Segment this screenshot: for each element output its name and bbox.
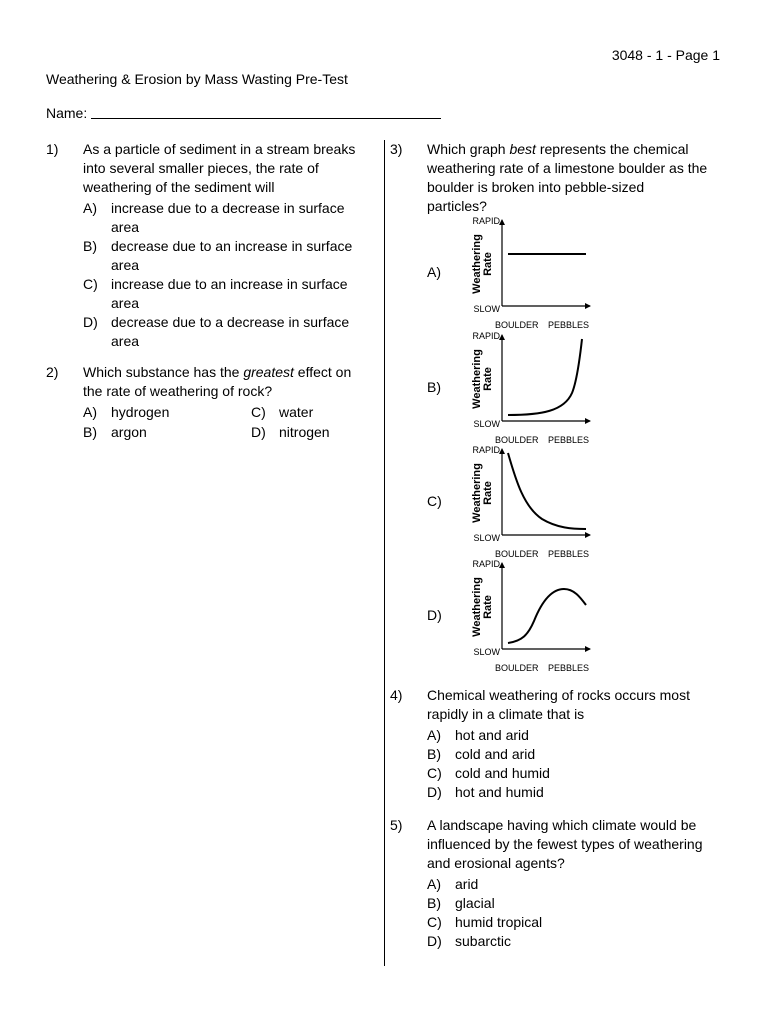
page-number: 3048 - 1 - Page 1 [611,47,720,63]
y-axis-top-label: RAPID [472,445,500,455]
answer-options [427,726,550,802]
axis-arrowheads [499,448,591,538]
y-axis-top-label: RAPID [472,216,500,226]
question-text: As a particle of sediment in a stream breaks into several smaller pieces, the rate of weathering of the sediment will [83,141,356,195]
question-number: 2) [46,364,59,380]
x-axis-right-label: PEBBLES [548,663,590,673]
option-d[interactable]: D) subarctic [427,933,512,949]
question-text: Which graph best represents the chemical weathering rate of a limestone boulder as the boulder is broken into pebble-sized particles? [427,141,708,214]
answer-options [83,199,352,351]
x-axis-left-label: BOULDER [495,663,539,673]
graph-option-a[interactable] [427,216,607,338]
y-axis-bottom-label: SLOW [473,533,500,543]
y-axis-bottom-label: SLOW [473,304,500,314]
option-d[interactable]: D) decrease due to a decrease in surface area [83,314,350,349]
question-text: Which substance has the greatest effect on the rate of weathering of rock? [83,364,352,399]
option-a[interactable]: A) hydrogen [83,404,170,420]
axis-arrowheads [499,562,591,652]
question-number: 5) [390,817,403,833]
axis-arrowheads [499,219,591,309]
weathering-rate-graph [457,331,597,453]
x-axis-right-label: PEBBLES [548,435,590,445]
option-b[interactable]: B) decrease due to an increase in surface area [83,238,353,273]
y-axis-label: WeatheringRate [471,234,494,294]
option-c[interactable]: C) cold and humid [427,765,550,781]
page-title: Weathering & Erosion by Mass Wasting Pre-Test [46,71,348,87]
graph-letter: B) [427,379,441,395]
y-axis-top-label: RAPID [472,331,500,341]
question-number: 1) [46,141,59,157]
question-number: 4) [390,687,403,703]
graph-option-d[interactable] [427,559,607,681]
option-a[interactable]: A) arid [427,876,479,892]
option-b[interactable]: B) cold and arid [427,746,536,762]
graph-axes [502,220,590,306]
name-blank-line[interactable] [91,104,441,119]
graph-letter: D) [427,607,442,623]
graph-option-c[interactable] [427,445,607,567]
graph-letter: A) [427,264,441,280]
x-axis-left-label: BOULDER [495,549,539,559]
option-c[interactable]: C) water [251,404,314,420]
name-label: Name: [46,105,88,121]
option-a[interactable]: A) hot and arid [427,727,529,743]
option-c[interactable]: C) increase due to an increase in surface area [83,276,348,311]
graph-option-b[interactable] [427,331,607,453]
option-b[interactable]: B) glacial [427,895,495,911]
rate-curve [508,589,586,643]
y-axis-top-label: RAPID [472,559,500,569]
column-divider [384,140,385,966]
weathering-rate-graph [457,445,597,567]
weathering-rate-graph [457,559,597,681]
name-field[interactable] [46,104,441,123]
y-axis-label: WeatheringRate [471,349,494,409]
graph-axes [502,563,590,649]
y-axis-bottom-label: SLOW [473,419,500,429]
x-axis-left-label: BOULDER [495,320,539,330]
x-axis-right-label: PEBBLES [548,549,590,559]
graph-letter: C) [427,493,442,509]
y-axis-label: WeatheringRate [471,463,494,523]
option-a[interactable]: A) increase due to a decrease in surface area [83,200,345,235]
question-text: A landscape having which climate would be influenced by the fewest types of weathering and erosional agents? [427,817,703,871]
weathering-rate-graph [457,216,597,338]
question-number: 3) [390,141,403,157]
rate-curve [508,453,586,529]
option-d[interactable]: D) hot and humid [427,784,544,800]
answer-options [427,875,542,951]
option-d[interactable]: D) nitrogen [251,424,330,440]
option-c[interactable]: C) humid tropical [427,914,543,930]
rate-curve [508,339,582,415]
option-b[interactable]: B) argon [83,424,147,440]
x-axis-right-label: PEBBLES [548,320,590,330]
y-axis-label: WeatheringRate [471,577,494,637]
axis-arrowheads [499,334,591,424]
y-axis-bottom-label: SLOW [473,647,500,657]
question-text: Chemical weathering of rocks occurs most rapidly in a climate that is [427,687,690,722]
x-axis-left-label: BOULDER [495,435,539,445]
